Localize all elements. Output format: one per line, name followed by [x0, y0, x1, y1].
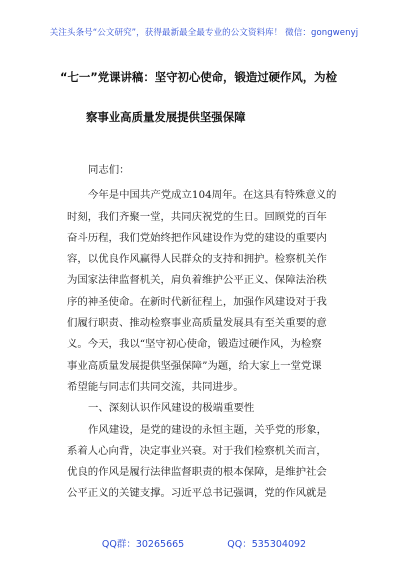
header-note: 关注头条号“公文研究”，获得最新最全最专业的公文资料库！ 微信：gongwenyj — [49, 28, 359, 38]
section-heading: 一、深刻认识作风建设的极端重要性 — [88, 402, 255, 415]
paragraph-line: 为国家法律监督机关，肩负着维护公平正义、保障法治秩 — [67, 274, 327, 287]
document-title-line-2: 察事业高质量发展提供坚强保障 — [86, 110, 246, 124]
paragraph-line: 序的神圣使命。在新时代新征程上，加强作风建设对于我 — [67, 295, 327, 308]
footer-qq-group: QQ群：30265665 — [101, 539, 185, 550]
paragraph-line: 奋斗历程，我们党始终把作风建设作为党的建设的重要内 — [67, 231, 327, 244]
paragraph-line: 今年是中国共产党成立104周年。在这具有特殊意义的 — [88, 189, 337, 202]
document-body — [67, 160, 353, 505]
paragraph-line: 优良的作风是履行法律监督职责的根本保障，是维护社会 — [67, 466, 327, 479]
paragraph-line: 们履行职责、推动检察事业高质量发展具有至关重要的意 — [67, 317, 327, 330]
salutation: 同志们： — [88, 164, 130, 176]
paragraph-line: 义。今天，我以“坚守初心使命，锻造过硬作风，为检察 — [67, 338, 322, 351]
footer-qq-number: QQ：535304092 — [227, 539, 307, 550]
footer-contact — [0, 536, 408, 550]
paragraph-line: 希望能与同志们共同交流，共同进步。 — [67, 380, 244, 393]
paragraph-line: 事业高质量发展提供坚强保障”为题，给大家上一堂党课 — [67, 359, 322, 372]
paragraph-line: 容，以优良作风赢得人民群众的支持和拥护。检察机关作 — [67, 253, 327, 266]
paragraph-line: 系着人心向背，决定事业兴衰。对于我们检察机关而言， — [67, 444, 327, 457]
paragraph-line: 公平正义的关键支撑。习近平总书记强调，党的作风就是 — [67, 487, 327, 500]
document-title-line-1: “七一”党课讲稿：坚守初心使命，锻造过硬作风，为检 — [60, 70, 337, 84]
paragraph-line: 作风建设，是党的建设的永恒主题，关乎党的形象， — [88, 423, 327, 436]
paragraph-line: 时刻，我们齐聚一堂，共同庆祝党的生日。回顾党的百年 — [67, 210, 327, 223]
